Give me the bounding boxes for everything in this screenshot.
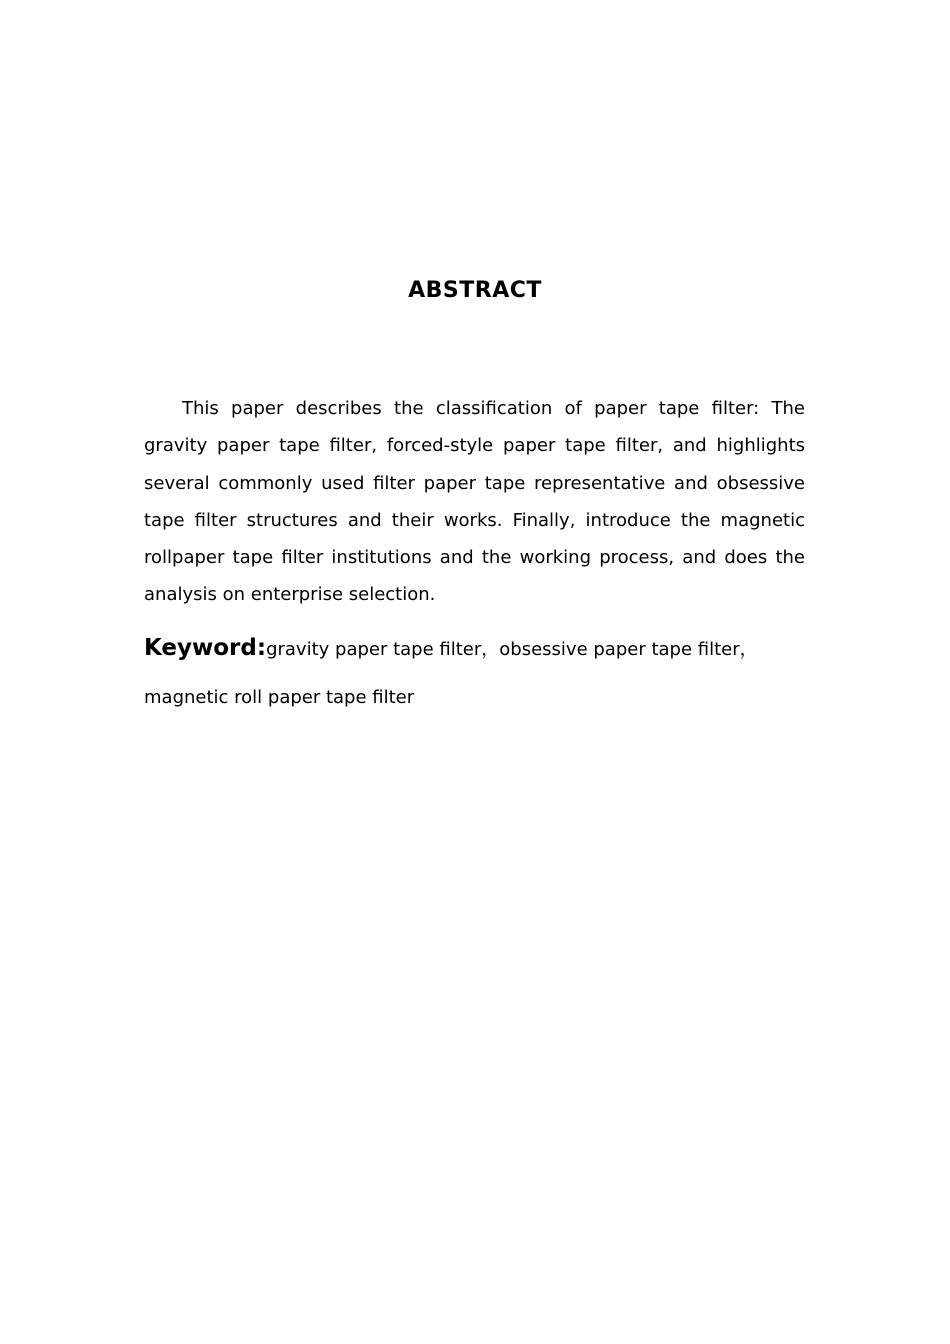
abstract-title: ABSTRACT [408,278,542,303]
abstract-body: This paper describes the classification of paper tape filter: The gravity paper tape filter, forced-style paper tape filter, and highlights several commonly used filter paper tape representative and obsessive tape filter structures and their works. Finally, introduce the magnetic rollpaper tape filter institutions and the working process, and does the analysis on enterprise selection. [144,398,805,606]
keywords-label: Keyword: [144,635,267,661]
keywords-paragraph [144,624,805,722]
keywords-text: gravity paper tape filter，obsessive paper tape filter，magnetic roll paper tape filter [144,639,758,708]
